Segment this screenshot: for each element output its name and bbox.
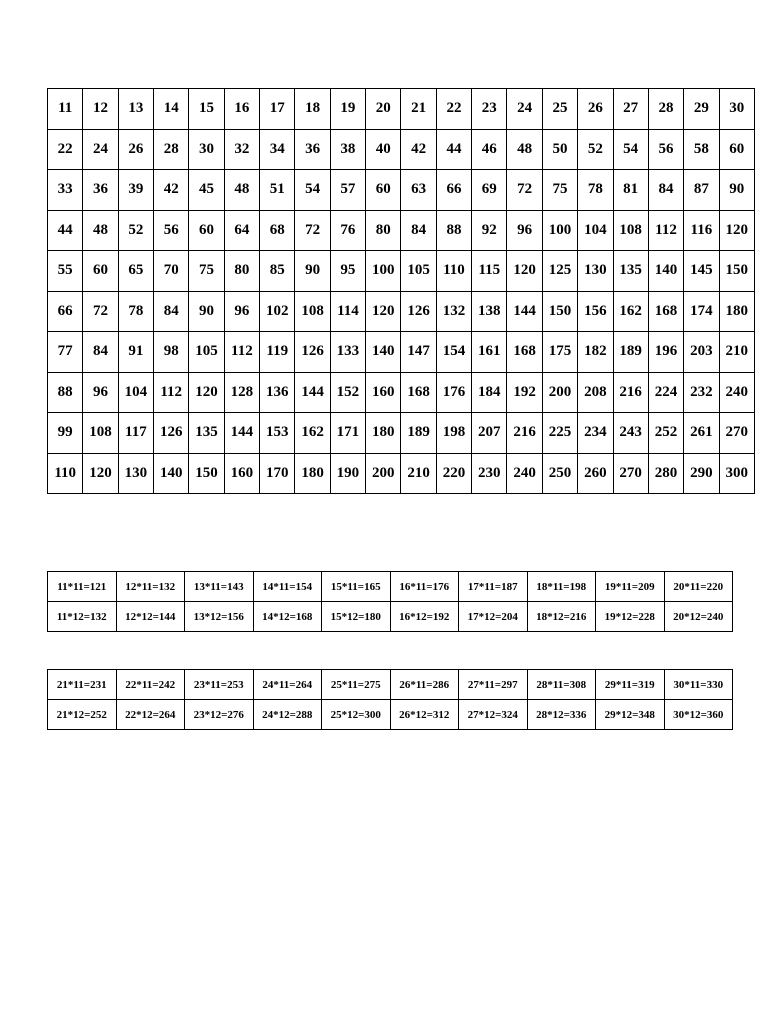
grid-cell: 130 (118, 453, 153, 494)
grid-cell: 87 (684, 170, 719, 211)
equation-cell: 15*12=180 (322, 602, 391, 632)
grid-cell: 110 (436, 251, 471, 292)
grid-cell: 210 (401, 453, 436, 494)
equation-cell: 11*11=121 (48, 572, 117, 602)
equation-cell: 20*11=220 (664, 572, 733, 602)
equation-cell: 22*11=242 (116, 670, 185, 700)
grid-cell: 112 (224, 332, 259, 373)
grid-cell: 48 (507, 129, 542, 170)
grid-cell: 52 (118, 210, 153, 251)
grid-cell: 99 (48, 413, 83, 454)
grid-cell: 220 (436, 453, 471, 494)
equation-cell: 15*11=165 (322, 572, 391, 602)
grid-cell: 26 (578, 89, 613, 130)
grid-cell: 44 (436, 129, 471, 170)
grid-cell: 140 (154, 453, 189, 494)
grid-cell: 48 (83, 210, 118, 251)
grid-cell: 76 (330, 210, 365, 251)
equation-cell: 18*11=198 (527, 572, 596, 602)
grid-cell: 57 (330, 170, 365, 211)
grid-cell: 126 (295, 332, 330, 373)
grid-cell: 270 (613, 453, 648, 494)
grid-cell: 70 (154, 251, 189, 292)
grid-cell: 150 (542, 291, 577, 332)
grid-cell: 189 (401, 413, 436, 454)
grid-cell: 27 (613, 89, 648, 130)
grid-cell: 28 (648, 89, 683, 130)
grid-cell: 224 (648, 372, 683, 413)
grid-cell: 240 (719, 372, 754, 413)
grid-cell: 42 (154, 170, 189, 211)
grid-cell: 52 (578, 129, 613, 170)
equation-cell: 11*12=132 (48, 602, 117, 632)
grid-cell: 12 (83, 89, 118, 130)
grid-cell: 120 (719, 210, 754, 251)
grid-cell: 110 (48, 453, 83, 494)
grid-cell: 85 (260, 251, 295, 292)
grid-cell: 13 (118, 89, 153, 130)
grid-cell: 30 (719, 89, 754, 130)
grid-cell: 26 (118, 129, 153, 170)
grid-cell: 150 (189, 453, 224, 494)
grid-cell: 180 (366, 413, 401, 454)
equation-cell: 13*12=156 (185, 602, 254, 632)
grid-cell: 44 (48, 210, 83, 251)
grid-cell: 32 (224, 129, 259, 170)
grid-cell: 91 (118, 332, 153, 373)
grid-cell: 160 (224, 453, 259, 494)
equation-cell: 17*11=187 (459, 572, 528, 602)
grid-cell: 16 (224, 89, 259, 130)
equation-cell: 24*11=264 (253, 670, 322, 700)
equation-cell: 14*11=154 (253, 572, 322, 602)
grid-cell: 75 (542, 170, 577, 211)
grid-cell: 51 (260, 170, 295, 211)
equation-row (48, 670, 733, 700)
grid-cell: 120 (366, 291, 401, 332)
grid-cell: 153 (260, 413, 295, 454)
equation-cell: 12*12=144 (116, 602, 185, 632)
grid-cell: 171 (330, 413, 365, 454)
grid-cell: 135 (613, 251, 648, 292)
grid-cell: 72 (507, 170, 542, 211)
equation-table-11-to-20 (47, 571, 733, 632)
grid-cell: 189 (613, 332, 648, 373)
grid-cell: 88 (48, 372, 83, 413)
grid-cell: 84 (83, 332, 118, 373)
grid-cell: 240 (507, 453, 542, 494)
equation-cell: 22*12=264 (116, 700, 185, 730)
grid-cell: 200 (542, 372, 577, 413)
grid-row (48, 453, 755, 494)
grid-cell: 290 (684, 453, 719, 494)
grid-cell: 120 (507, 251, 542, 292)
grid-cell: 162 (295, 413, 330, 454)
grid-cell: 161 (472, 332, 507, 373)
grid-cell: 300 (719, 453, 754, 494)
grid-cell: 66 (48, 291, 83, 332)
grid-cell: 84 (401, 210, 436, 251)
grid-cell: 120 (83, 453, 118, 494)
grid-cell: 58 (684, 129, 719, 170)
grid-cell: 156 (578, 291, 613, 332)
grid-cell: 14 (154, 89, 189, 130)
grid-cell: 144 (295, 372, 330, 413)
equation-cell: 26*12=312 (390, 700, 459, 730)
grid-cell: 270 (719, 413, 754, 454)
grid-cell: 39 (118, 170, 153, 211)
grid-cell: 66 (436, 170, 471, 211)
grid-cell: 48 (224, 170, 259, 211)
grid-cell: 182 (578, 332, 613, 373)
grid-cell: 23 (472, 89, 507, 130)
grid-cell: 168 (648, 291, 683, 332)
grid-cell: 175 (542, 332, 577, 373)
grid-cell: 126 (154, 413, 189, 454)
equation-cell: 29*12=348 (596, 700, 665, 730)
grid-cell: 24 (83, 129, 118, 170)
grid-cell: 20 (366, 89, 401, 130)
grid-row (48, 170, 755, 211)
grid-cell: 75 (189, 251, 224, 292)
grid-cell: 78 (118, 291, 153, 332)
grid-cell: 17 (260, 89, 295, 130)
grid-cell: 180 (719, 291, 754, 332)
equation-cell: 24*12=288 (253, 700, 322, 730)
grid-cell: 243 (613, 413, 648, 454)
grid-cell: 63 (401, 170, 436, 211)
grid-cell: 174 (684, 291, 719, 332)
grid-cell: 84 (648, 170, 683, 211)
grid-row (48, 372, 755, 413)
equation-cell: 25*11=275 (322, 670, 391, 700)
grid-cell: 80 (224, 251, 259, 292)
grid-row (48, 129, 755, 170)
grid-cell: 140 (648, 251, 683, 292)
grid-cell: 96 (83, 372, 118, 413)
grid-cell: 232 (684, 372, 719, 413)
grid-cell: 154 (436, 332, 471, 373)
grid-cell: 36 (295, 129, 330, 170)
grid-row (48, 89, 755, 130)
grid-cell: 40 (366, 129, 401, 170)
grid-cell: 60 (83, 251, 118, 292)
grid-cell: 252 (648, 413, 683, 454)
grid-cell: 160 (366, 372, 401, 413)
grid-cell: 208 (578, 372, 613, 413)
equation-cell: 27*12=324 (459, 700, 528, 730)
grid-cell: 176 (436, 372, 471, 413)
equation-cell: 18*12=216 (527, 602, 596, 632)
grid-row (48, 332, 755, 373)
grid-cell: 203 (684, 332, 719, 373)
grid-cell: 144 (224, 413, 259, 454)
grid-cell: 33 (48, 170, 83, 211)
grid-cell: 112 (154, 372, 189, 413)
grid-cell: 29 (684, 89, 719, 130)
grid-cell: 84 (154, 291, 189, 332)
grid-cell: 77 (48, 332, 83, 373)
grid-cell: 78 (578, 170, 613, 211)
grid-cell: 65 (118, 251, 153, 292)
grid-cell: 145 (684, 251, 719, 292)
grid-cell: 133 (330, 332, 365, 373)
grid-cell: 90 (719, 170, 754, 211)
grid-cell: 50 (542, 129, 577, 170)
grid-cell: 234 (578, 413, 613, 454)
grid-cell: 230 (472, 453, 507, 494)
grid-cell: 96 (224, 291, 259, 332)
multiplication-grid (47, 88, 755, 494)
grid-row (48, 210, 755, 251)
equation-cell: 20*12=240 (664, 602, 733, 632)
grid-cell: 25 (542, 89, 577, 130)
equation-cell: 14*12=168 (253, 602, 322, 632)
equation-cell: 16*11=176 (390, 572, 459, 602)
grid-cell: 216 (613, 372, 648, 413)
grid-cell: 136 (260, 372, 295, 413)
grid-cell: 144 (507, 291, 542, 332)
grid-cell: 92 (472, 210, 507, 251)
grid-cell: 68 (260, 210, 295, 251)
grid-cell: 105 (401, 251, 436, 292)
equation-row (48, 700, 733, 730)
grid-cell: 45 (189, 170, 224, 211)
grid-cell: 54 (613, 129, 648, 170)
grid-cell: 261 (684, 413, 719, 454)
grid-cell: 168 (401, 372, 436, 413)
equation-cell: 23*12=276 (185, 700, 254, 730)
grid-cell: 72 (295, 210, 330, 251)
grid-cell: 112 (648, 210, 683, 251)
grid-cell: 152 (330, 372, 365, 413)
equation-cell: 30*11=330 (664, 670, 733, 700)
grid-cell: 180 (295, 453, 330, 494)
grid-cell: 192 (507, 372, 542, 413)
equation-table-21-to-30 (47, 669, 733, 730)
grid-cell: 60 (189, 210, 224, 251)
grid-cell: 147 (401, 332, 436, 373)
grid-row (48, 291, 755, 332)
grid-cell: 115 (472, 251, 507, 292)
grid-cell: 60 (719, 129, 754, 170)
equation-cell: 27*11=297 (459, 670, 528, 700)
grid-cell: 260 (578, 453, 613, 494)
grid-cell: 135 (189, 413, 224, 454)
grid-cell: 138 (472, 291, 507, 332)
grid-cell: 119 (260, 332, 295, 373)
grid-cell: 38 (330, 129, 365, 170)
grid-cell: 100 (366, 251, 401, 292)
grid-cell: 108 (295, 291, 330, 332)
grid-cell: 55 (48, 251, 83, 292)
grid-cell: 207 (472, 413, 507, 454)
grid-cell: 64 (224, 210, 259, 251)
grid-cell: 132 (436, 291, 471, 332)
grid-row (48, 251, 755, 292)
equation-cell: 17*12=204 (459, 602, 528, 632)
grid-cell: 96 (507, 210, 542, 251)
equation-cell: 21*11=231 (48, 670, 117, 700)
grid-cell: 24 (507, 89, 542, 130)
equation-cell: 13*11=143 (185, 572, 254, 602)
grid-cell: 280 (648, 453, 683, 494)
grid-cell: 117 (118, 413, 153, 454)
equation-cell: 21*12=252 (48, 700, 117, 730)
grid-cell: 200 (366, 453, 401, 494)
grid-cell: 72 (83, 291, 118, 332)
grid-cell: 216 (507, 413, 542, 454)
grid-row (48, 413, 755, 454)
grid-cell: 102 (260, 291, 295, 332)
equation-cell: 12*11=132 (116, 572, 185, 602)
grid-cell: 90 (189, 291, 224, 332)
grid-cell: 34 (260, 129, 295, 170)
grid-cell: 56 (648, 129, 683, 170)
grid-cell: 168 (507, 332, 542, 373)
equation-cell: 30*12=360 (664, 700, 733, 730)
grid-cell: 196 (648, 332, 683, 373)
grid-cell: 108 (83, 413, 118, 454)
grid-cell: 21 (401, 89, 436, 130)
grid-cell: 125 (542, 251, 577, 292)
grid-cell: 105 (189, 332, 224, 373)
grid-cell: 190 (330, 453, 365, 494)
grid-cell: 150 (719, 251, 754, 292)
grid-cell: 210 (719, 332, 754, 373)
equation-cell: 28*12=336 (527, 700, 596, 730)
grid-cell: 60 (366, 170, 401, 211)
grid-cell: 120 (189, 372, 224, 413)
equation-cell: 26*11=286 (390, 670, 459, 700)
grid-cell: 19 (330, 89, 365, 130)
grid-cell: 81 (613, 170, 648, 211)
grid-cell: 11 (48, 89, 83, 130)
grid-cell: 80 (366, 210, 401, 251)
grid-cell: 95 (330, 251, 365, 292)
equation-row (48, 572, 733, 602)
grid-cell: 22 (436, 89, 471, 130)
grid-cell: 225 (542, 413, 577, 454)
grid-cell: 100 (542, 210, 577, 251)
grid-cell: 88 (436, 210, 471, 251)
equation-cell: 19*12=228 (596, 602, 665, 632)
grid-cell: 22 (48, 129, 83, 170)
grid-cell: 42 (401, 129, 436, 170)
equation-cell: 19*11=209 (596, 572, 665, 602)
grid-cell: 46 (472, 129, 507, 170)
grid-cell: 130 (578, 251, 613, 292)
grid-cell: 90 (295, 251, 330, 292)
grid-cell: 104 (118, 372, 153, 413)
equation-cell: 28*11=308 (527, 670, 596, 700)
grid-cell: 18 (295, 89, 330, 130)
grid-cell: 198 (436, 413, 471, 454)
grid-cell: 30 (189, 129, 224, 170)
grid-cell: 54 (295, 170, 330, 211)
grid-cell: 250 (542, 453, 577, 494)
grid-cell: 114 (330, 291, 365, 332)
grid-cell: 108 (613, 210, 648, 251)
grid-cell: 15 (189, 89, 224, 130)
grid-cell: 69 (472, 170, 507, 211)
grid-cell: 116 (684, 210, 719, 251)
grid-cell: 170 (260, 453, 295, 494)
grid-cell: 128 (224, 372, 259, 413)
grid-cell: 140 (366, 332, 401, 373)
equation-cell: 16*12=192 (390, 602, 459, 632)
grid-cell: 98 (154, 332, 189, 373)
grid-cell: 28 (154, 129, 189, 170)
grid-cell: 184 (472, 372, 507, 413)
equation-cell: 25*12=300 (322, 700, 391, 730)
grid-cell: 126 (401, 291, 436, 332)
grid-cell: 104 (578, 210, 613, 251)
grid-cell: 36 (83, 170, 118, 211)
equation-row (48, 602, 733, 632)
equation-cell: 29*11=319 (596, 670, 665, 700)
grid-cell: 162 (613, 291, 648, 332)
grid-cell: 56 (154, 210, 189, 251)
equation-cell: 23*11=253 (185, 670, 254, 700)
